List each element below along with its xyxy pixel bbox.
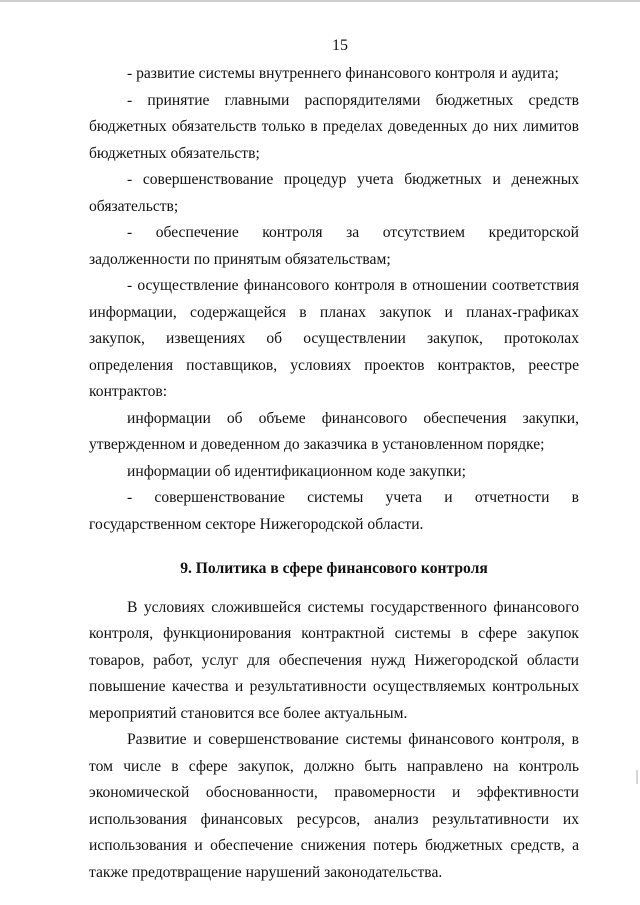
paragraph-internal-control: - развитие системы внутреннего финансового контроля и аудита; [127, 65, 559, 82]
page-body [89, 61, 579, 886]
paragraph-identification-code: информации об идентификационном коде закупки; [127, 462, 466, 480]
paragraph-budget-obligations: - принятие главными распорядителями бюджетных средств бюджетных обязательств только в пределах доведенных до них лимитов бюджетных обязательств; [89, 91, 579, 162]
paragraph-control-development: Развитие и совершенствование системы финансового контроля, в том числе в сфере закупок, должно быть направлено на контроль экономической обоснованности, правомерности и эффективности использования финансовых ресурсов, анализ результативности их использования и обеспечение снижения потерь бюджетных средств, а также предотвращение нарушений законодательства. [89, 731, 579, 881]
paragraph-accounting-procedures: - совершенствование процедур учета бюджетных и денежных обязательств; [89, 171, 579, 215]
page-number: 15 [332, 37, 348, 54]
paragraph-payables-control: - обеспечение контроля за отсутствием кредиторской задолженности по принятым обязательствам; [89, 224, 579, 268]
paragraph-control-quality: В условиях сложившейся системы государственного финансового контроля, функционирования контрактной системы в сфере закупок товаров, работ, услуг для обеспечения нужд Нижегородской области повышение качества и результативности осуществляемых контрольных мероприятий становится все более актуальным. [89, 598, 579, 722]
scan-edge-mark [636, 770, 638, 784]
paragraph-procurement-control: - осуществление финансового контроля в отношении соответствия информации, содержащейся в планах закупок и планах-графиках закупок, извещениях об осуществлении закупок, протоколах определения поставщиков, условиях проектов контрактов, реестре контрактов: [89, 277, 579, 400]
paragraph-public-sector-reporting: - совершенствование системы учета и отчетности в государственном секторе Нижегородской области. [89, 489, 579, 533]
section-heading: 9. Политика в сфере финансового контроля [180, 560, 488, 577]
top-edge-rule [0, 0, 640, 2]
paragraph-financial-support-info: информации об объеме финансового обеспечения закупки, утвержденном и доведенном до заказчика в установленном порядке; [89, 409, 579, 453]
